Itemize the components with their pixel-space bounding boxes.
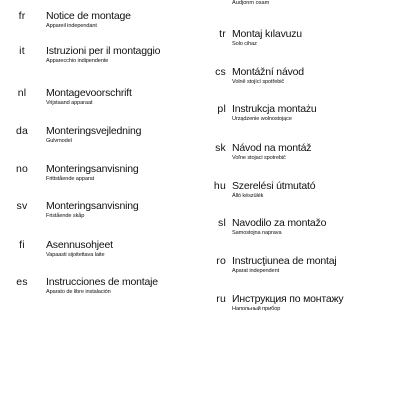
language-code: pl [217,103,226,115]
entry-subtitle: Solo cihaz [232,41,257,47]
language-code: ru [216,293,226,305]
entry-title: Monteringsanvisning [46,200,139,212]
entry-subtitle: Fristående skåp [46,213,85,219]
entry-title: Notice de montage [46,10,131,22]
entry-title: Инструкция по монтажу [232,293,344,305]
entry-subtitle: Samostojna naprava [232,230,282,236]
language-code: sk [215,142,226,154]
language-code: no [15,163,29,175]
entry-title: Asennusohjeet [46,239,113,251]
entry-title: Návod na montáž [232,142,312,154]
entry-subtitle: Apparecchio indipendente [46,58,109,64]
entry-subtitle: Urządzenie wolnostojące [232,116,292,122]
language-code: hu [213,180,226,192]
entry-title: Montagevoorschrift [46,87,132,99]
entry-subtitle: Aparato de libre instalación [46,289,111,295]
language-code: fi [19,239,25,251]
entry-title: Montaj kılavuzu [232,28,302,40]
language-code: ro [216,255,226,267]
entry-title: Montážní návod [232,66,304,78]
entry-title: Monteringsanvisning [46,163,139,175]
entry-subtitle: Álló készülék [232,193,264,199]
entry-title: Instrukcja montażu [232,103,317,115]
entry-title: Szerelési útmutató [232,180,316,192]
entry-subtitle: Frittstående apparat [46,176,95,182]
entry-subtitle: Vapaasti sijoitettava laite [46,252,105,258]
language-code: cs [215,66,226,78]
entry-title: Istruzioni per il montaggio [46,45,161,57]
top-fragment: Audjonm osam [232,0,270,6]
entry-title: Navodilo za montažo [232,217,327,229]
language-code: sl [218,217,226,229]
entry-subtitle: Aparat independent [232,268,280,274]
entry-subtitle: Напольный прибор [232,306,281,312]
entry-title: Instrucciones de montaje [46,276,158,288]
entry-subtitle: Gulvmodel [46,138,72,144]
entry-subtitle: Appareil independant [46,23,97,29]
language-code: nl [17,87,27,99]
entry-title: Monteringsvejledning [46,125,142,137]
language-code: sv [16,200,28,212]
entry-title: Instrucţiunea de montaj [232,255,337,267]
language-code: es [16,276,28,288]
language-code: fr [18,10,26,22]
language-code: da [15,125,29,137]
language-code: it [19,45,25,57]
entry-subtitle: Volně stojící spotřebič [232,79,285,85]
language-code: tr [219,28,226,40]
entry-subtitle: Vrijstaand apparaat [46,100,93,106]
entry-subtitle: Voľne stojaci spotrebič [232,155,286,161]
